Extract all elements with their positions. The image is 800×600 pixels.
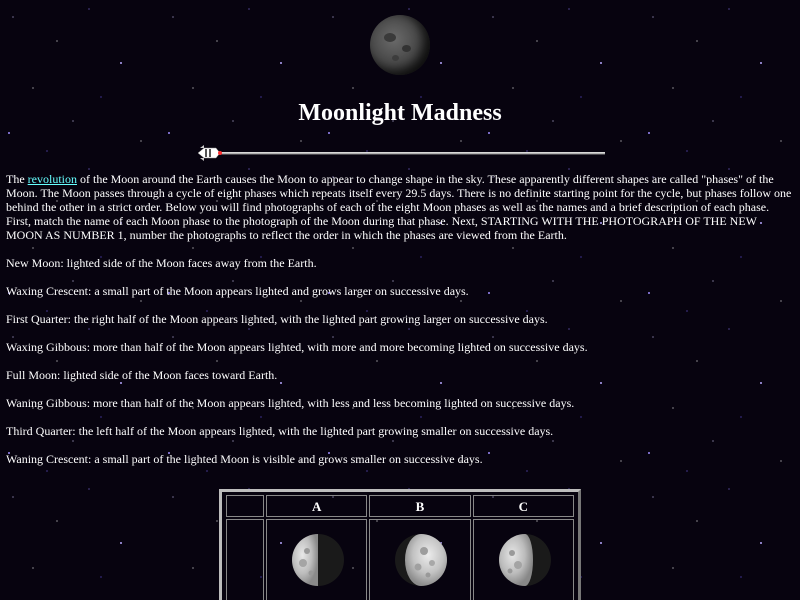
column-header-b: B [369,495,470,517]
phase-description-waxing-crescent: Waxing Crescent: a small part of the Moon appears lighted and grows larger on successive days. [6,284,469,298]
moon-photo-b-cell [369,519,470,600]
top-moon-image [370,15,430,75]
rocket-divider [196,145,606,161]
revolution-link[interactable]: revolution [27,172,77,186]
phase-description-first-quarter: First Quarter: the right half of the Moon appears lighted, with the lighted part growing larger on successive days. [6,312,548,326]
moon-third-quarter-icon [291,533,345,587]
phase-description-third-quarter: Third Quarter: the left half of the Moon appears lighted, with the lighted part growing smaller on successive days. [6,424,554,438]
rocket-icon [198,145,222,161]
table-corner-cell [226,495,264,517]
main-content [6,172,794,480]
table-row-label-cell [226,519,264,600]
phase-description-full-moon: Full Moon: lighted side of the Moon faces toward Earth. [6,368,278,382]
table-header-row [266,495,576,517]
moon-photo-a-cell [266,519,367,600]
page-title: Moonlight Madness [298,100,502,126]
column-header-c: C [473,495,574,517]
phase-description-waxing-gibbous: Waxing Gibbous: more than half of the Moon appears lighted, with more and more becoming lighted on successive days. [6,340,588,354]
phase-description-waning-crescent: Waning Crescent: a small part of the lighted Moon is visible and grows smaller on successive days. [6,452,483,466]
table-image-row [266,519,576,600]
moon-waning-gibbous-icon [498,533,552,587]
phase-description-waning-gibbous: Waning Gibbous: more than half of the Moon appears lighted, with less and less becoming lighted on successive days. [6,396,575,410]
moon-photo-c-cell [473,519,574,600]
moon-waxing-gibbous-icon [394,533,448,587]
moon-phase-table [219,489,581,600]
column-header-a: A [266,495,367,517]
phase-description-new-moon: New Moon: lighted side of the Moon faces away from the Earth. [6,256,317,270]
intro-paragraph: The revolution of the Moon around the Earth causes the Moon to appear to change shape in the sky. These apparently different shapes are called "phases" of the Moon. The Moon passes through a cycle of eight phases which repeats itself every 29.5 days. There is no definite starting point for the cycle, but phases follow one behind the other in a strict order. Below you will find photographs of each of the eight Moon phases as well as the names and a brief description of each phase. First, match the name of each Moon phase to the photograph of the Moon during that phase. Next, STARTING WITH THE PHOTOGRAPH OF THE NEW MOON AS NUMBER 1, number the photographs to reflect the order in which the phases are viewed from the Earth. [6,172,792,242]
